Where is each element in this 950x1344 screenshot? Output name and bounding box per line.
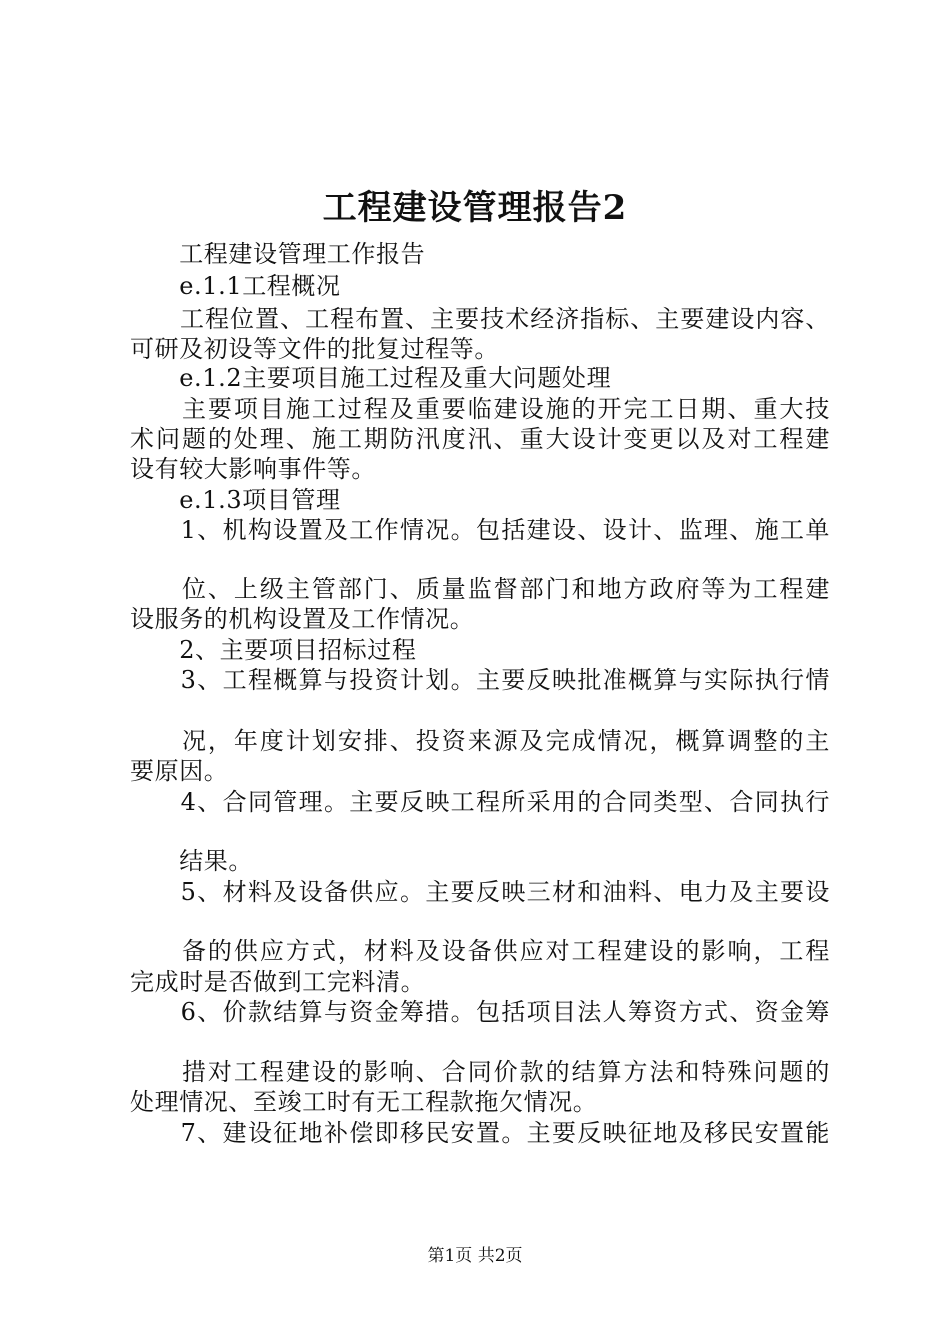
text-line: 可研及初设等文件的批复过程等。: [130, 335, 499, 363]
text-line: 2、主要项目招标过程: [130, 636, 417, 664]
text-line: 设有较大影响事件等。: [130, 455, 376, 483]
text-line: 设服务的机构设置及工作情况。: [130, 605, 475, 633]
section-heading: e.1.3项目管理: [130, 486, 341, 514]
text-line: 措对工程建设的影响、合同价款的结算方法和特殊问题的: [130, 1058, 830, 1086]
section-heading: e.1.2主要项目施工过程及重大问题处理: [130, 364, 612, 392]
text-line: 位、上级主管部门、质量监督部门和地方政府等为工程建: [130, 575, 830, 603]
text-line: 结果。: [130, 847, 253, 875]
text-line: 要原因。: [130, 757, 229, 785]
text-line: 4、合同管理。主要反映工程所采用的合同类型、合同执行: [130, 788, 830, 816]
text-line: 工程位置、工程布置、主要技术经济指标、主要建设内容、: [130, 305, 830, 333]
text-line: 处理情况、至竣工时有无工程款拖欠情况。: [130, 1088, 598, 1116]
section-heading: e.1.1工程概况: [130, 272, 341, 300]
text-line: 完成时是否做到工完料清。: [130, 968, 426, 996]
text-line: 工程建设管理工作报告: [130, 240, 426, 268]
text-line: 6、价款结算与资金筹措。包括项目法人筹资方式、资金筹: [130, 998, 830, 1026]
text-line: 7、建设征地补偿即移民安置。主要反映征地及移民安置能: [130, 1119, 830, 1147]
page-number-footer: 第1页 共2页: [427, 1246, 523, 1266]
text-line: 1、机构设置及工作情况。包括建设、设计、监理、施工单: [130, 516, 830, 544]
document-title: 工程建设管理报告2: [322, 188, 628, 228]
text-line: 3、工程概算与投资计划。主要反映批准概算与实际执行情: [130, 666, 830, 694]
text-line: 主要项目施工过程及重要临建设施的开完工日期、重大技: [130, 395, 830, 423]
text-line: 况，年度计划安排、投资来源及完成情况，概算调整的主: [130, 727, 830, 755]
text-line: 术问题的处理、施工期防汛度汛、重大设计变更以及对工程建: [130, 425, 830, 453]
text-line: 5、材料及设备供应。主要反映三材和油料、电力及主要设: [130, 878, 830, 906]
text-line: 备的供应方式，材料及设备供应对工程建设的影响，工程: [130, 937, 830, 965]
